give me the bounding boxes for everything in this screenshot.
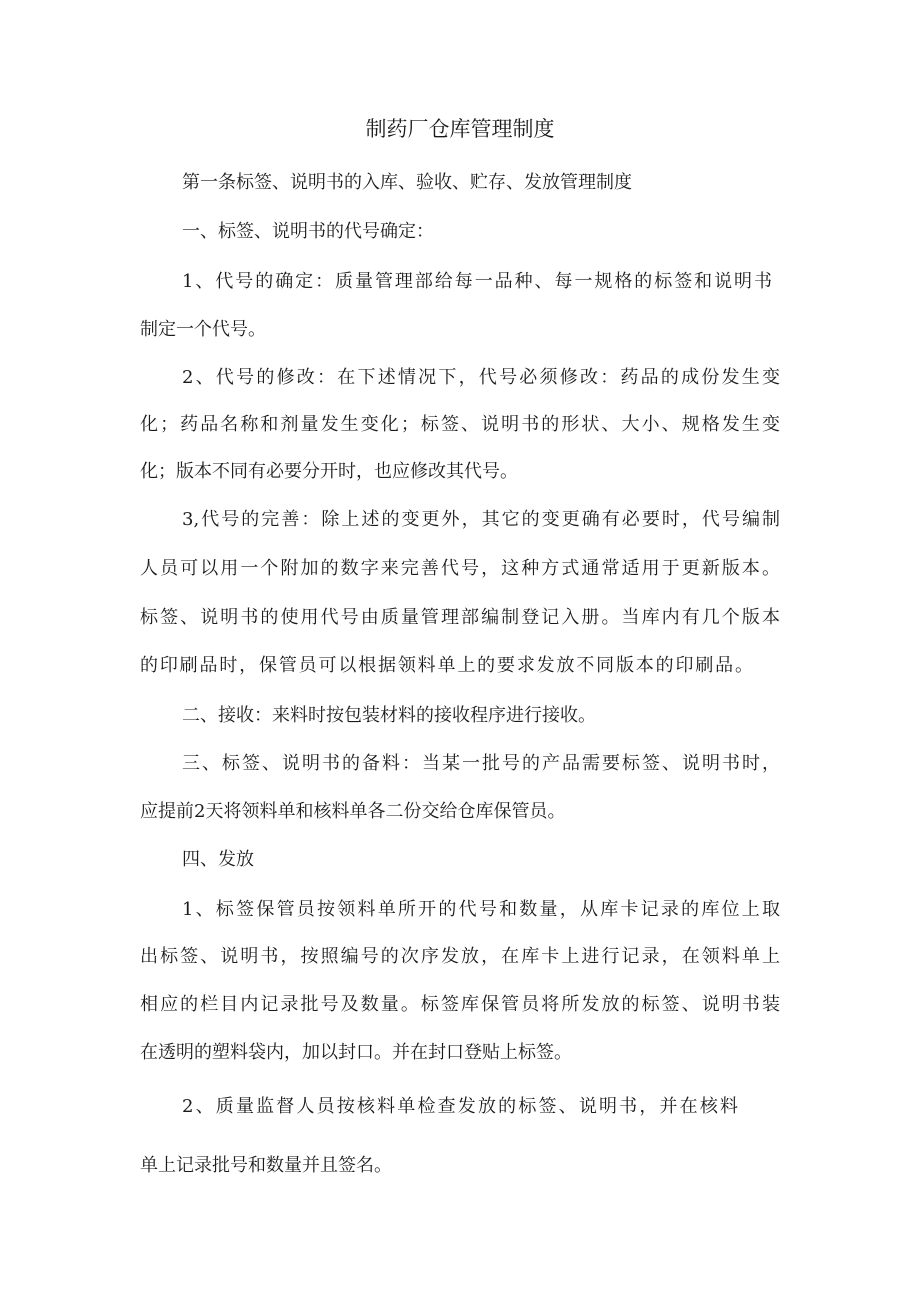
paragraph-line: 应提前2天将领料单和核料单各二份交给仓库保管员。 bbox=[140, 801, 566, 822]
document-title: 制药厂仓库管理制度 bbox=[365, 117, 555, 141]
paragraph-line: 1、代号的确定：质量管理部给每一品种、每一规格的标签和说明书 bbox=[182, 271, 772, 292]
section-heading-receive: 二、接收：来料时按包装材料的接收程序进行接收。 bbox=[182, 705, 596, 726]
paragraph-line: 的印刷品时，保管员可以根据领料单上的要求发放不同版本的印刷品。 bbox=[140, 655, 753, 676]
paragraph-line: 在透明的塑料袋内，加以封口。并在封口登贴上标签。 bbox=[140, 1042, 572, 1063]
section-heading-issue: 四、发放 bbox=[182, 849, 254, 870]
paragraph-line: 制定一个代号。 bbox=[140, 319, 266, 340]
paragraph-line: 三、标签、说明书的备料：当某一批号的产品需要标签、说明书时， bbox=[182, 753, 780, 774]
paragraph-line: 标签、说明书的使用代号由质量管理部编制登记入册。当库内有几个版本 bbox=[140, 607, 780, 628]
paragraph-line: 单上记录批号和数量并且签名。 bbox=[140, 1155, 392, 1176]
paragraph-line: 2、代号的修改：在下述情况下，代号必须修改：药品的成份发生变 bbox=[182, 367, 780, 388]
paragraph-line: 出标签、说明书，按照编号的次序发放，在库卡上进行记录，在领料单上 bbox=[140, 946, 780, 967]
paragraph-line: 相应的栏目内记录批号及数量。标签库保管员将所发放的标签、说明书装 bbox=[140, 994, 780, 1015]
paragraph-line: 人员可以用一个附加的数字来完善代号，这种方式通常适用于更新版本。 bbox=[140, 558, 780, 579]
section-heading-code: 一、标签、说明书的代号确定： bbox=[182, 221, 434, 242]
article-heading: 第一条标签、说明书的入库、验收、贮存、发放管理制度 bbox=[182, 172, 632, 193]
paragraph-line: 化；药品名称和剂量发生变化；标签、说明书的形状、大小、规格发生变 bbox=[140, 414, 780, 435]
paragraph-line: 1、标签保管员按领料单所开的代号和数量，从库卡记录的库位上取 bbox=[182, 899, 780, 920]
paragraph-line: 化；版本不同有必要分开时，也应修改其代号。 bbox=[140, 461, 518, 482]
paragraph-line: 2、质量监督人员按核料单检查发放的标签、说明书，并在核料 bbox=[182, 1096, 738, 1117]
paragraph-line: 3,代号的完善：除上述的变更外，其它的变更确有必要时，代号编制 bbox=[182, 509, 780, 530]
